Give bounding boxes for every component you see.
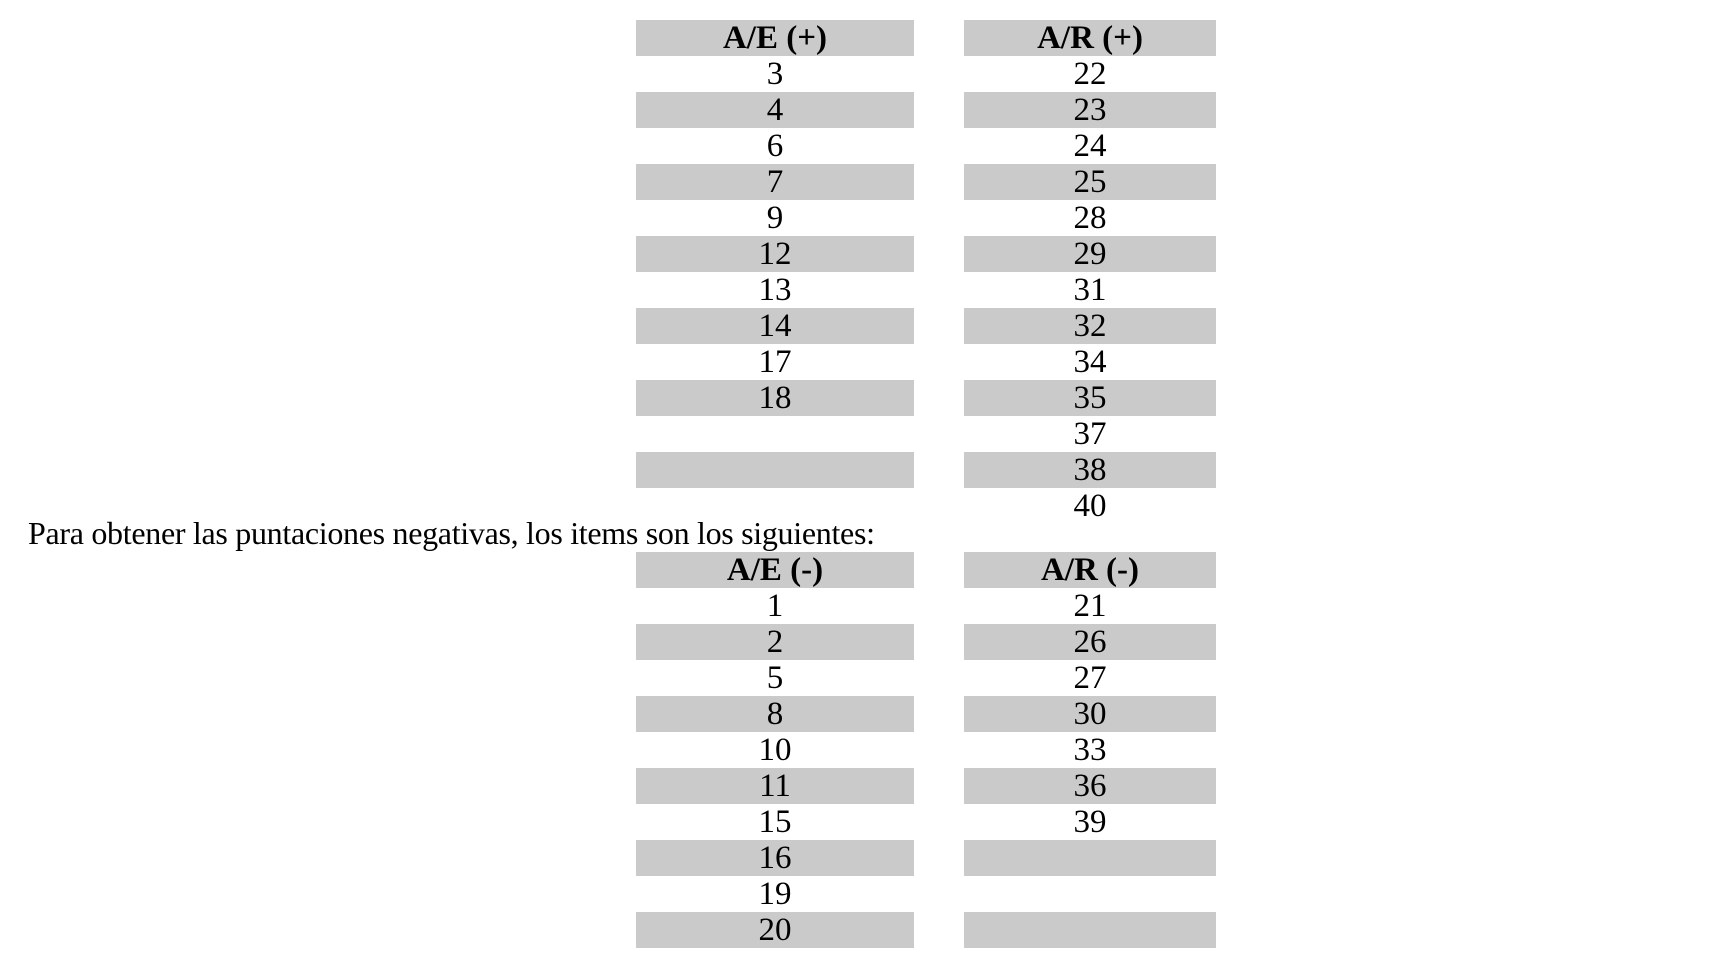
negative-items-table [636,552,1216,948]
table-cell: 29 [964,236,1216,272]
table-cell: 1 [766,588,784,624]
intro-text: Para obtener las puntaciones negativas, los items son los siguientes: [28,515,875,551]
column-gap [914,452,964,488]
table-cell: 2 [636,624,914,660]
table-header-cell: A/R (-) [964,552,1216,588]
table-cell: 17 [758,344,792,380]
table-cell [964,840,1216,876]
table-cell: 20 [636,912,914,948]
table-cell: 23 [964,92,1216,128]
table-header-cell: A/E (+) [636,20,914,56]
table-cell: 3 [766,56,784,92]
column-gap [914,696,964,732]
table-cell: 19 [758,876,792,912]
column-gap [914,660,964,696]
table-cell [636,452,914,488]
table-cell: 33 [1073,732,1107,768]
table-cell [964,876,1216,912]
column-gap [914,20,964,56]
table-cell: 16 [636,840,914,876]
column-gap [914,272,964,308]
column-gap [914,588,964,624]
table-cell: 8 [636,696,914,732]
column-gap [914,380,964,416]
column-gap [914,768,964,804]
table-cell: 7 [636,164,914,200]
table-cell: 6 [766,128,784,164]
table-cell: 21 [1073,588,1107,624]
table-cell: 10 [758,732,792,768]
table-cell: 24 [1073,128,1107,164]
table-cell: 34 [1073,344,1107,380]
column-gap [914,876,964,912]
positive-items-table [636,20,1216,524]
column-gap [914,912,964,948]
table-cell: 26 [964,624,1216,660]
column-gap [914,164,964,200]
column-gap [914,128,964,164]
table-header-cell: A/R (+) [964,20,1216,56]
table-cell: 36 [964,768,1216,804]
column-gap [914,56,964,92]
table-cell [964,912,1216,948]
table-cell: 39 [1073,804,1107,840]
column-gap [914,344,964,380]
table-cell: 12 [636,236,914,272]
column-gap [914,92,964,128]
column-gap [914,840,964,876]
table-cell: 13 [758,272,792,308]
table-cell: 5 [766,660,784,696]
table-header-cell: A/E (-) [636,552,914,588]
table-cell: 27 [1073,660,1107,696]
table-cell [636,416,914,452]
column-gap [914,552,964,588]
table-cell: 30 [964,696,1216,732]
table-cell: 35 [964,380,1216,416]
table-cell: 28 [1073,200,1107,236]
column-gap [914,200,964,236]
column-gap [914,308,964,344]
table-cell: 14 [636,308,914,344]
column-gap [914,804,964,840]
table-cell: 11 [636,768,914,804]
table-cell: 37 [1073,416,1107,452]
column-gap [914,732,964,768]
column-gap [914,488,964,524]
table-cell: 31 [1073,272,1107,308]
table-cell: 18 [636,380,914,416]
table-cell: 4 [636,92,914,128]
table-cell: 32 [964,308,1216,344]
table-cell: 40 [1073,488,1107,524]
column-gap [914,416,964,452]
column-gap [914,236,964,272]
column-gap [914,624,964,660]
table-cell: 9 [766,200,784,236]
table-cell: 15 [758,804,792,840]
table-cell: 22 [1073,56,1107,92]
table-cell: 25 [964,164,1216,200]
table-cell: 38 [964,452,1216,488]
